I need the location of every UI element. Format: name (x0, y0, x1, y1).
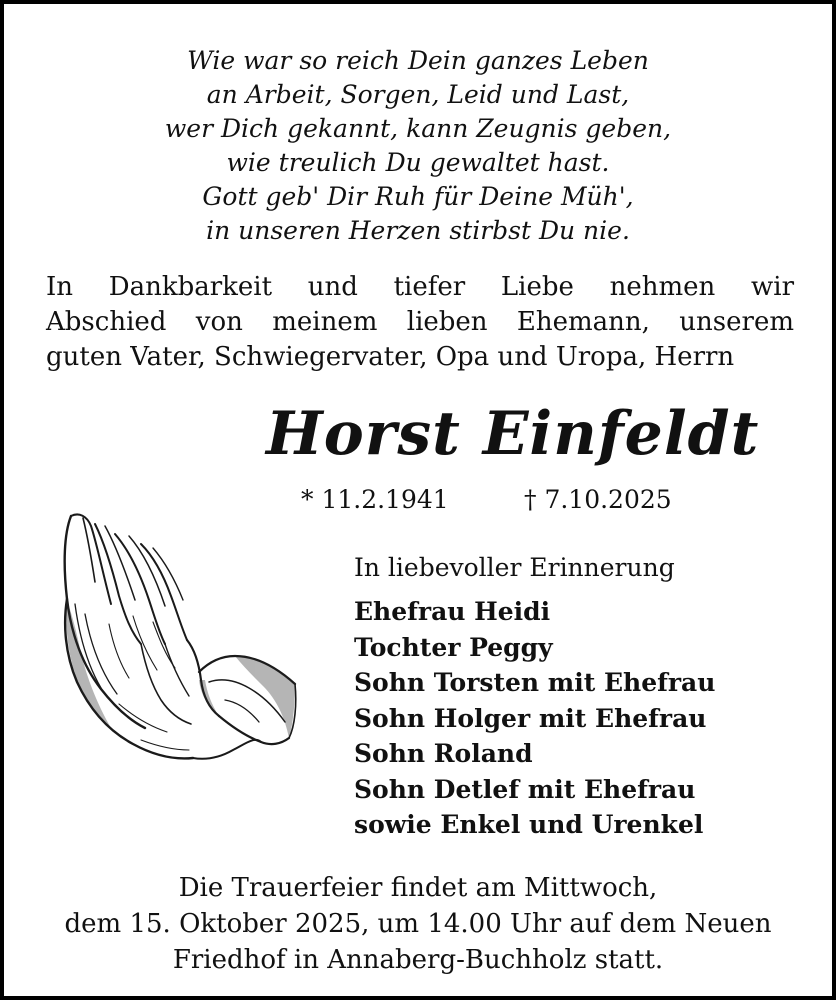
list-item: Sohn Detlef mit Ehefrau (354, 774, 696, 804)
mourners-list (354, 594, 715, 843)
list-item: Sohn Torsten mit Ehefrau (354, 668, 716, 697)
list-item: Ehefrau Heidi (354, 597, 551, 626)
poem-line: wie treulich Du gewaltet hast. (226, 148, 610, 177)
poem-line: Gott geb' Dir Ruh für Deine Müh', (202, 182, 634, 211)
poem-line: an Arbeit, Sorgen, Leid und Last, (206, 80, 630, 109)
list-item: sowie Enkel und Urenkel (354, 810, 704, 839)
service-line: Die Trauerfeier findet am Mittwoch, (178, 873, 658, 903)
poem-line: in unseren Herzen stirbst Du nie. (206, 216, 630, 245)
praying-hands-icon (49, 504, 304, 769)
funeral-service-info (4, 870, 832, 978)
list-item: Tochter Peggy (354, 632, 553, 662)
intro-line: In Dankbarkeit und tiefer Liebe nehmen wir (46, 272, 794, 302)
list-item: Sohn Holger mit Ehefrau (354, 703, 707, 733)
intro-paragraph (46, 270, 794, 375)
death-date: † 7.10.2025 (524, 485, 672, 514)
service-line: Friedhof in Annaberg-Buchholz statt. (172, 945, 664, 975)
poem-line: Wie war so reich Dein ganzes Leben (187, 46, 649, 75)
intro-line: guten Vater, Schwiegervater, Opa und Uropa, Herrn (46, 342, 735, 372)
birth-date: * 11.2.1941 (301, 485, 449, 514)
poem-line: wer Dich gekannt, kann Zeugnis geben, (164, 114, 672, 143)
list-item: Sohn Roland (354, 739, 533, 768)
deceased-name: Horst Einfeldt (266, 399, 760, 469)
intro-line: Abschied von meinem lieben Ehemann, unserem (46, 307, 794, 337)
mourners-heading: In liebevoller Erinnerung (354, 553, 675, 582)
service-line: dem 15. Oktober 2025, um 14.00 Uhr auf dem Neuen (64, 909, 772, 939)
memorial-poem (4, 44, 832, 248)
